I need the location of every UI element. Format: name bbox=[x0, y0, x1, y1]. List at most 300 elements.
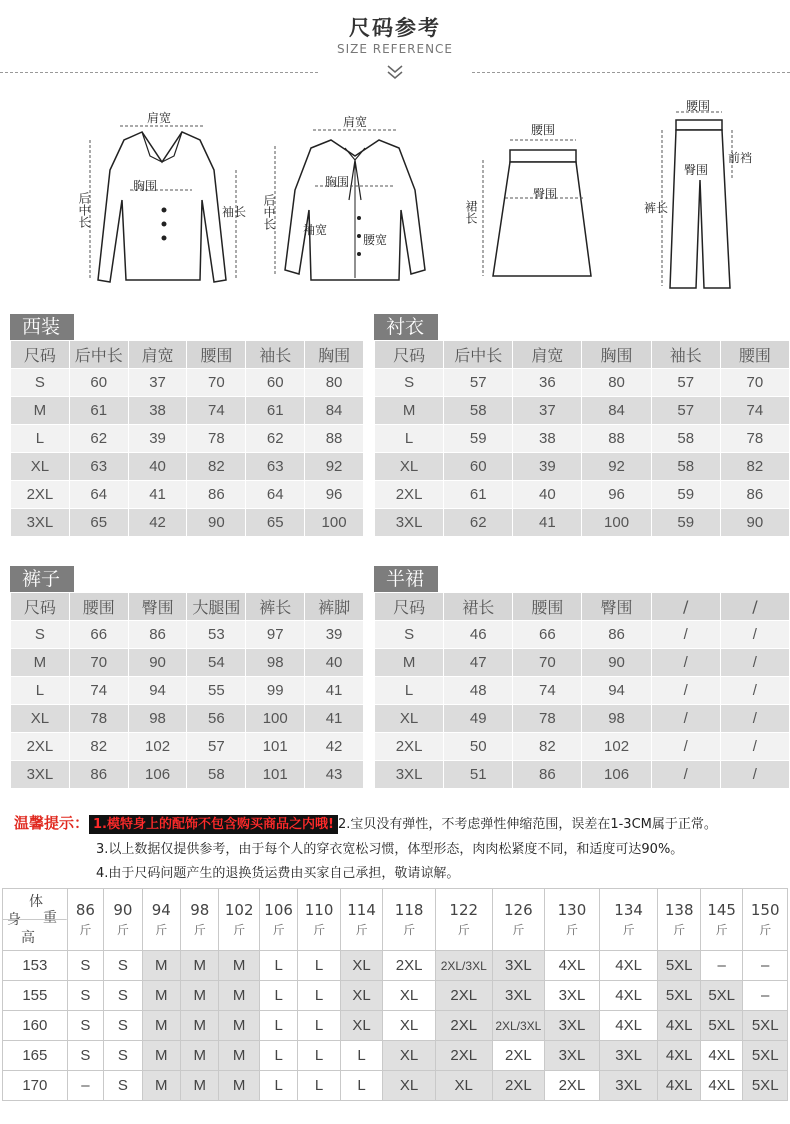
skirt-cell: / bbox=[651, 761, 720, 789]
size-cell: 3XL bbox=[492, 951, 545, 981]
suit-header-cell: 尺码 bbox=[11, 341, 70, 369]
weight-unit: 斤 bbox=[622, 923, 635, 937]
suit-cell: 64 bbox=[246, 481, 305, 509]
pants-cell: 58 bbox=[187, 761, 246, 789]
shirt-cell: 38 bbox=[513, 425, 582, 453]
weight-header-cell bbox=[435, 889, 492, 951]
suit-cell: L bbox=[11, 425, 70, 453]
suit-header-cell: 胸围 bbox=[305, 341, 364, 369]
corner-weight: 重 bbox=[43, 910, 57, 926]
shirt-cell: S bbox=[375, 369, 444, 397]
weight-header-cell bbox=[340, 889, 382, 951]
skirt-cell: / bbox=[720, 677, 789, 705]
shirt-cell: 2XL bbox=[375, 481, 444, 509]
shirt-size-table bbox=[374, 340, 790, 537]
pants-cell: 57 bbox=[187, 733, 246, 761]
size-cell: L bbox=[340, 1041, 382, 1071]
skirt-hip-label: 臀围 bbox=[533, 187, 558, 201]
weight-value: 122 bbox=[449, 901, 479, 919]
shirt-cell: 41 bbox=[513, 509, 582, 537]
skirt-cell: 86 bbox=[513, 761, 582, 789]
size-cell: M bbox=[219, 1041, 259, 1071]
weight-header-cell bbox=[700, 889, 742, 951]
suit-cell: 92 bbox=[305, 453, 364, 481]
shirt-cell: 60 bbox=[444, 453, 513, 481]
suit-table-row bbox=[11, 481, 364, 509]
corner-body: 身 bbox=[7, 912, 21, 928]
pants-table-row bbox=[11, 649, 364, 677]
size-cell: 5XL bbox=[700, 981, 742, 1011]
pants-cell: 39 bbox=[305, 621, 364, 649]
table-corner bbox=[3, 889, 68, 951]
pants-cell: 101 bbox=[246, 733, 305, 761]
shirt-cell: 57 bbox=[444, 369, 513, 397]
skirt-cell: / bbox=[720, 761, 789, 789]
size-cell: 4XL bbox=[658, 1011, 700, 1041]
weight-unit: 斤 bbox=[403, 923, 416, 937]
shirt-header-cell: 胸围 bbox=[582, 341, 651, 369]
weight-value: 98 bbox=[190, 901, 210, 919]
suit-cell: 96 bbox=[305, 481, 364, 509]
weight-unit: 斤 bbox=[193, 923, 206, 937]
suit-cell: 2XL bbox=[11, 481, 70, 509]
suit-cell: S bbox=[11, 369, 70, 397]
pants-table-row bbox=[11, 733, 364, 761]
shirt-table-row bbox=[375, 481, 790, 509]
size-cell: – bbox=[743, 951, 788, 981]
size-cell: M bbox=[219, 951, 259, 981]
shirt-length-label: 后中长 bbox=[262, 194, 276, 230]
skirt-cell: 70 bbox=[513, 649, 582, 677]
skirt-waist-label: 腰围 bbox=[531, 123, 556, 137]
shirt-cell: 74 bbox=[720, 397, 789, 425]
pants-header-cell: 臀围 bbox=[128, 593, 187, 621]
pants-cell: 43 bbox=[305, 761, 364, 789]
suit-table-row bbox=[11, 509, 364, 537]
pants-cell: 100 bbox=[246, 705, 305, 733]
skirt-cell: / bbox=[720, 649, 789, 677]
size-cell: 5XL bbox=[743, 1071, 788, 1101]
suit-cell: 82 bbox=[187, 453, 246, 481]
shirt-cell: 40 bbox=[513, 481, 582, 509]
table-row bbox=[3, 981, 788, 1011]
tip-item-4: 4.由于尺码问题产生的退换货运费由买家自己承担，敬请谅解。 bbox=[96, 866, 460, 881]
suit-header-cell: 后中长 bbox=[69, 341, 128, 369]
size-cell: L bbox=[298, 1071, 340, 1101]
size-cell: L bbox=[298, 951, 340, 981]
size-cell: 3XL bbox=[545, 1041, 600, 1071]
shirt-cell: 80 bbox=[582, 369, 651, 397]
weight-header-cell bbox=[259, 889, 297, 951]
weight-unit: 斤 bbox=[673, 923, 686, 937]
skirt-cell: 102 bbox=[582, 733, 651, 761]
shirt-cell: 90 bbox=[720, 509, 789, 537]
weight-header-cell bbox=[658, 889, 700, 951]
size-cell: XL bbox=[340, 981, 382, 1011]
weight-value: 126 bbox=[504, 901, 533, 919]
weight-value: 145 bbox=[707, 901, 736, 919]
weight-unit: 斤 bbox=[759, 923, 772, 937]
pants-cell: 82 bbox=[69, 733, 128, 761]
page-subtitle: SIZE REFERENCE bbox=[336, 42, 454, 56]
skirt-table-row bbox=[375, 761, 790, 789]
size-cell: 3XL bbox=[545, 1011, 600, 1041]
weight-unit: 斤 bbox=[715, 923, 728, 937]
skirt-cell: 90 bbox=[582, 649, 651, 677]
tip-line-1 bbox=[14, 812, 717, 833]
shirt-sleeve-label: 袖宽 bbox=[303, 223, 328, 237]
pants-cell: 106 bbox=[128, 761, 187, 789]
weight-header-cell bbox=[743, 889, 788, 951]
pants-cell: 3XL bbox=[11, 761, 70, 789]
pants-cell: XL bbox=[11, 705, 70, 733]
shirt-cell: 59 bbox=[444, 425, 513, 453]
skirt-cell: L bbox=[375, 677, 444, 705]
suit-cell: 62 bbox=[246, 425, 305, 453]
shirt-diagram bbox=[262, 100, 445, 290]
size-cell: 4XL bbox=[599, 981, 658, 1011]
size-cell: 5XL bbox=[658, 951, 700, 981]
pants-table-row bbox=[11, 705, 364, 733]
size-cell: 2XL bbox=[435, 1041, 492, 1071]
shirt-shoulder-label: 肩宽 bbox=[343, 115, 368, 129]
table-row bbox=[3, 951, 788, 981]
suit-table-row bbox=[11, 369, 364, 397]
size-cell: 2XL bbox=[435, 981, 492, 1011]
weight-value: 102 bbox=[224, 901, 254, 919]
size-cell: 4XL bbox=[545, 951, 600, 981]
pants-cell: 94 bbox=[128, 677, 187, 705]
size-cell: M bbox=[219, 1071, 259, 1101]
size-cell: S bbox=[67, 951, 103, 981]
suit-header-row bbox=[11, 341, 364, 369]
shirt-header-cell: 后中长 bbox=[444, 341, 513, 369]
size-cell: L bbox=[298, 1011, 340, 1041]
shirt-cell: 100 bbox=[582, 509, 651, 537]
size-cell: XL bbox=[340, 951, 382, 981]
suit-cell: 84 bbox=[305, 397, 364, 425]
weight-header-cell bbox=[298, 889, 340, 951]
size-cell: XL bbox=[383, 1071, 436, 1101]
size-cell: L bbox=[298, 1041, 340, 1071]
skirt-cell: 3XL bbox=[375, 761, 444, 789]
shirt-cell: 57 bbox=[651, 397, 720, 425]
size-cell: 5XL bbox=[658, 981, 700, 1011]
pants-header-cell: 腰围 bbox=[69, 593, 128, 621]
pants-cell: 41 bbox=[305, 705, 364, 733]
pants-diagram bbox=[640, 100, 770, 295]
shirt-cell: XL bbox=[375, 453, 444, 481]
size-cell: S bbox=[104, 1071, 142, 1101]
skirt-cell: 49 bbox=[444, 705, 513, 733]
suit-cell: 40 bbox=[128, 453, 187, 481]
size-cell: 5XL bbox=[743, 1041, 788, 1071]
size-cell: M bbox=[142, 1011, 180, 1041]
weight-header-cell bbox=[67, 889, 103, 951]
weight-unit: 斤 bbox=[565, 923, 578, 937]
skirt-cell: 66 bbox=[513, 621, 582, 649]
size-cell: 4XL bbox=[700, 1041, 742, 1071]
shirt-cell: 58 bbox=[444, 397, 513, 425]
weight-unit: 斤 bbox=[512, 923, 525, 937]
suit-cell: 65 bbox=[69, 509, 128, 537]
size-cell: M bbox=[142, 1071, 180, 1101]
pants-header-cell: 大腿围 bbox=[187, 593, 246, 621]
suit-header-cell: 腰围 bbox=[187, 341, 246, 369]
tip-label: 温馨提示： bbox=[14, 814, 90, 832]
weight-value: 90 bbox=[113, 901, 133, 919]
weight-value: 86 bbox=[75, 901, 95, 919]
weight-value: 150 bbox=[750, 901, 780, 919]
skirt-header-cell: / bbox=[720, 593, 789, 621]
shirt-cell: 36 bbox=[513, 369, 582, 397]
weight-header-cell bbox=[219, 889, 259, 951]
size-cell: – bbox=[743, 981, 788, 1011]
skirt-table-row bbox=[375, 677, 790, 705]
size-cell: XL bbox=[383, 981, 436, 1011]
pants-header-cell: 裤脚 bbox=[305, 593, 364, 621]
size-cell: L bbox=[259, 1011, 297, 1041]
weight-value: 114 bbox=[347, 901, 376, 919]
suit-cell: 78 bbox=[187, 425, 246, 453]
weight-value: 130 bbox=[557, 901, 587, 919]
weight-unit: 斤 bbox=[116, 923, 129, 937]
skirt-cell: M bbox=[375, 649, 444, 677]
size-cell: 4XL bbox=[658, 1071, 700, 1101]
size-cell: M bbox=[219, 981, 259, 1011]
suit-cell: 88 bbox=[305, 425, 364, 453]
weight-unit: 斤 bbox=[155, 923, 168, 937]
suit-cell: XL bbox=[11, 453, 70, 481]
suit-table-row bbox=[11, 397, 364, 425]
suit-cell: 60 bbox=[246, 369, 305, 397]
suit-header-cell: 袖长 bbox=[246, 341, 305, 369]
height-cell: 165 bbox=[3, 1041, 68, 1071]
weight-unit: 斤 bbox=[79, 923, 92, 937]
shirt-table-row bbox=[375, 425, 790, 453]
size-cell: XL bbox=[340, 1011, 382, 1041]
skirt-cell: 98 bbox=[582, 705, 651, 733]
size-cell: S bbox=[104, 951, 142, 981]
skirt-cell: / bbox=[720, 621, 789, 649]
weight-unit: 斤 bbox=[272, 923, 285, 937]
shirt-cell: 84 bbox=[582, 397, 651, 425]
size-cell: 2XL bbox=[545, 1071, 600, 1101]
size-cell: M bbox=[142, 981, 180, 1011]
suit-cell: M bbox=[11, 397, 70, 425]
size-cell: 3XL bbox=[492, 981, 545, 1011]
pants-cell: 98 bbox=[246, 649, 305, 677]
suit-cell: 86 bbox=[187, 481, 246, 509]
shirt-cell: M bbox=[375, 397, 444, 425]
skirt-header-cell: 尺码 bbox=[375, 593, 444, 621]
size-cell: S bbox=[104, 1011, 142, 1041]
pants-cell: 102 bbox=[128, 733, 187, 761]
weight-unit: 斤 bbox=[457, 923, 470, 937]
skirt-header-cell: / bbox=[651, 593, 720, 621]
shirt-cell: 88 bbox=[582, 425, 651, 453]
shirt-cell: 61 bbox=[444, 481, 513, 509]
pants-cell: 78 bbox=[69, 705, 128, 733]
weight-unit: 斤 bbox=[233, 923, 246, 937]
skirt-cell: / bbox=[651, 733, 720, 761]
blazer-length-label: 后中长 bbox=[77, 192, 91, 228]
shirt-cell: 3XL bbox=[375, 509, 444, 537]
suit-cell: 37 bbox=[128, 369, 187, 397]
size-cell: S bbox=[104, 981, 142, 1011]
table-row bbox=[3, 1011, 788, 1041]
blazer-shoulder-label: 肩宽 bbox=[147, 111, 172, 125]
tip-item-2: 2.宝贝没有弹性，不考虑弹性伸缩范围，误差在1-3CM属于正常。 bbox=[337, 817, 717, 832]
size-cell: XL bbox=[383, 1041, 436, 1071]
suit-cell: 65 bbox=[246, 509, 305, 537]
shirt-cell: L bbox=[375, 425, 444, 453]
height-cell: 160 bbox=[3, 1011, 68, 1041]
pants-length-label: 裤长 bbox=[644, 201, 669, 215]
size-cell: 3XL bbox=[599, 1041, 658, 1071]
size-cell: M bbox=[181, 1071, 219, 1101]
size-cell: 2XL bbox=[383, 951, 436, 981]
skirt-cell: / bbox=[720, 733, 789, 761]
size-cell: M bbox=[142, 951, 180, 981]
skirt-cell: 51 bbox=[444, 761, 513, 789]
size-cell: – bbox=[67, 1071, 103, 1101]
size-cell: L bbox=[259, 1041, 297, 1071]
blazer-chest-label: 胸围 bbox=[133, 179, 158, 193]
shirt-cell: 82 bbox=[720, 453, 789, 481]
shirt-header-cell: 袖长 bbox=[651, 341, 720, 369]
size-cell: 3XL bbox=[545, 981, 600, 1011]
size-cell: XL bbox=[383, 1011, 436, 1041]
size-cell: L bbox=[340, 1071, 382, 1101]
skirt-cell: XL bbox=[375, 705, 444, 733]
weight-header-cell bbox=[599, 889, 658, 951]
size-cell: 2XL bbox=[435, 1011, 492, 1041]
skirt-cell: 78 bbox=[513, 705, 582, 733]
suit-cell: 61 bbox=[69, 397, 128, 425]
size-cell: 5XL bbox=[743, 1011, 788, 1041]
skirt-length-label: 裙长 bbox=[464, 200, 478, 224]
size-cell: M bbox=[181, 951, 219, 981]
pants-cell: 90 bbox=[128, 649, 187, 677]
skirt-cell: 82 bbox=[513, 733, 582, 761]
tip-item-3: 3.以上数据仅提供参考，由于每个人的穿衣宽松习惯，体型形态，肉肉松紧度不同，和适度可达90%。 bbox=[96, 842, 684, 857]
suit-cell: 62 bbox=[69, 425, 128, 453]
pants-hip-label: 臀围 bbox=[684, 163, 709, 177]
suit-cell: 64 bbox=[69, 481, 128, 509]
suit-table-row bbox=[11, 453, 364, 481]
height-cell: 170 bbox=[3, 1071, 68, 1101]
blazer-diagram bbox=[77, 100, 260, 290]
chevron-down-icon bbox=[385, 64, 405, 80]
skirt-diagram bbox=[465, 100, 605, 290]
pants-cell: 41 bbox=[305, 677, 364, 705]
tip-item-1: 1.模特身上的配饰不包含购买商品之内哦! bbox=[89, 815, 338, 834]
shirt-cell: 70 bbox=[720, 369, 789, 397]
size-cell: S bbox=[67, 981, 103, 1011]
pants-cell: 55 bbox=[187, 677, 246, 705]
table-row bbox=[3, 1071, 788, 1101]
suit-cell: 38 bbox=[128, 397, 187, 425]
pants-table-title: 裤子 bbox=[10, 566, 74, 592]
divider-right bbox=[472, 72, 790, 73]
weight-header-cell bbox=[104, 889, 142, 951]
size-cell: L bbox=[259, 1071, 297, 1101]
shirt-cell: 58 bbox=[651, 425, 720, 453]
shirt-table-title: 衬衣 bbox=[374, 314, 438, 340]
pants-cell: 54 bbox=[187, 649, 246, 677]
weight-header-cell bbox=[181, 889, 219, 951]
pants-cell: 56 bbox=[187, 705, 246, 733]
suit-table-row bbox=[11, 425, 364, 453]
size-cell: M bbox=[219, 1011, 259, 1041]
pants-cell: 53 bbox=[187, 621, 246, 649]
shirt-table-row bbox=[375, 397, 790, 425]
suit-cell: 63 bbox=[246, 453, 305, 481]
shirt-header-row bbox=[375, 341, 790, 369]
skirt-cell: / bbox=[651, 705, 720, 733]
height-weight-table bbox=[2, 888, 788, 1101]
pants-cell: 70 bbox=[69, 649, 128, 677]
weight-value: 134 bbox=[614, 901, 643, 919]
shirt-cell: 37 bbox=[513, 397, 582, 425]
weight-header-cell bbox=[492, 889, 545, 951]
size-cell: XL bbox=[435, 1071, 492, 1101]
suit-cell: 70 bbox=[187, 369, 246, 397]
suit-header-cell: 肩宽 bbox=[128, 341, 187, 369]
table-row bbox=[3, 1041, 788, 1071]
pants-cell: 42 bbox=[305, 733, 364, 761]
corner-height: 高 bbox=[21, 930, 35, 946]
pants-cell: 101 bbox=[246, 761, 305, 789]
size-cell: 4XL bbox=[599, 1011, 658, 1041]
size-cell: M bbox=[181, 1011, 219, 1041]
skirt-cell: 50 bbox=[444, 733, 513, 761]
weight-header-cell bbox=[545, 889, 600, 951]
skirt-cell: 106 bbox=[582, 761, 651, 789]
shirt-header-cell: 肩宽 bbox=[513, 341, 582, 369]
pants-cell: 86 bbox=[128, 621, 187, 649]
skirt-cell: / bbox=[651, 677, 720, 705]
shirt-cell: 92 bbox=[582, 453, 651, 481]
shirt-table-row bbox=[375, 369, 790, 397]
skirt-cell: 74 bbox=[513, 677, 582, 705]
pants-cell: 98 bbox=[128, 705, 187, 733]
divider-left bbox=[0, 72, 318, 73]
skirt-table-row bbox=[375, 649, 790, 677]
skirt-table-row bbox=[375, 733, 790, 761]
shirt-cell: 86 bbox=[720, 481, 789, 509]
shirt-chest-label: 胸围 bbox=[325, 175, 350, 189]
pants-cell: S bbox=[11, 621, 70, 649]
suit-cell: 90 bbox=[187, 509, 246, 537]
size-cell: 3XL bbox=[599, 1071, 658, 1101]
pants-cell: L bbox=[11, 677, 70, 705]
pants-cell: 86 bbox=[69, 761, 128, 789]
size-cell: L bbox=[259, 981, 297, 1011]
suit-cell: 63 bbox=[69, 453, 128, 481]
shirt-table-row bbox=[375, 453, 790, 481]
skirt-table-row bbox=[375, 705, 790, 733]
pants-table-row bbox=[11, 761, 364, 789]
size-cell: 2XL/3XL bbox=[492, 1011, 545, 1041]
skirt-cell: / bbox=[651, 649, 720, 677]
shirt-cell: 62 bbox=[444, 509, 513, 537]
shirt-header-cell: 尺码 bbox=[375, 341, 444, 369]
size-cell: L bbox=[298, 981, 340, 1011]
size-cell: S bbox=[67, 1041, 103, 1071]
pants-cell: 99 bbox=[246, 677, 305, 705]
